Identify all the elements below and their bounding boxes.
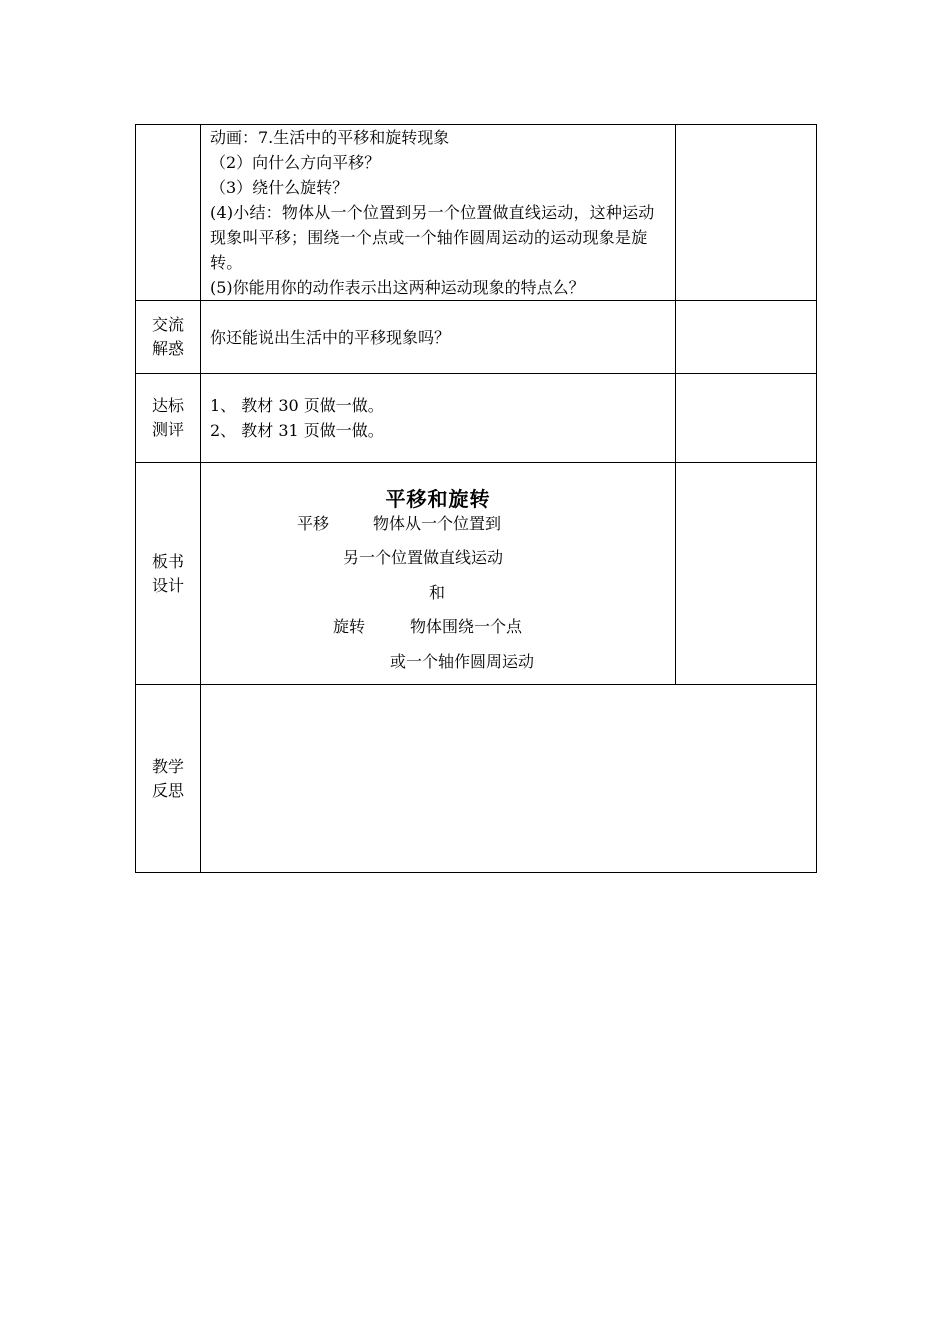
rotate-term: 旋转 [333,617,366,636]
translate-definition-line: 另一个位置做直线运动 [343,548,504,567]
board-design [201,463,675,684]
content-line: 你还能说出生活中的平移现象吗？ [210,327,451,347]
content-line: （3）绕什么旋转？ [210,178,349,197]
row-content-cell [201,301,676,374]
row-label-line: 教学 [151,756,184,776]
row-notes-cell [676,374,817,463]
row-label-cell [136,374,201,463]
row-label-line: 解惑 [151,339,184,358]
row-content-cell [201,125,676,301]
row-label-line: 设计 [151,575,184,595]
row-label-line: 反思 [151,780,184,800]
lesson-plan-table [135,124,817,873]
row-label-cell [136,125,201,301]
table-row [136,125,817,301]
row-label-cell [136,463,201,685]
row-notes-cell [676,463,817,685]
table-row [136,301,817,374]
content-line: 2、 教材 31 页做一做。 [210,421,384,440]
board-design-cell [201,463,676,685]
row-notes-cell [676,125,817,301]
row-label-cell [136,301,201,374]
row-label-line: 板书 [151,551,184,571]
translate-definition-line: 物体从一个位置到 [373,514,502,533]
summary-paragraph: (4)小结：物体从一个位置到另一个位置做直线运动，这种运动现象叫平移；围绕一个点或一个轴作圆周运动的运动现象是旋转。 [210,203,655,272]
table-row [136,374,817,463]
board-title: 平移和旋转 [385,487,491,511]
row-notes-cell [676,301,817,374]
content-line: （2）向什么方向平移？ [210,153,381,172]
row-label-line: 达标 [151,396,184,415]
reflection-cell [201,685,817,873]
connector-text: 和 [429,583,446,602]
content-line: 动画：7.生活中的平移和旋转现象 [210,128,450,147]
rotate-definition-line: 物体围绕一个点 [410,617,523,636]
row-content-cell [201,374,676,463]
translate-term: 平移 [297,514,330,533]
row-label-line: 交流 [151,315,184,334]
row-label-cell [136,685,201,873]
rotate-definition-line: 或一个轴作圆周运动 [390,652,535,671]
table-row [136,463,817,685]
row-label-line: 测评 [151,420,184,439]
content-line: (5)你能用你的动作表示出这两种运动现象的特点么？ [210,278,585,297]
content-line: 1、 教材 30 页做一做。 [210,396,384,415]
table-row [136,685,817,873]
